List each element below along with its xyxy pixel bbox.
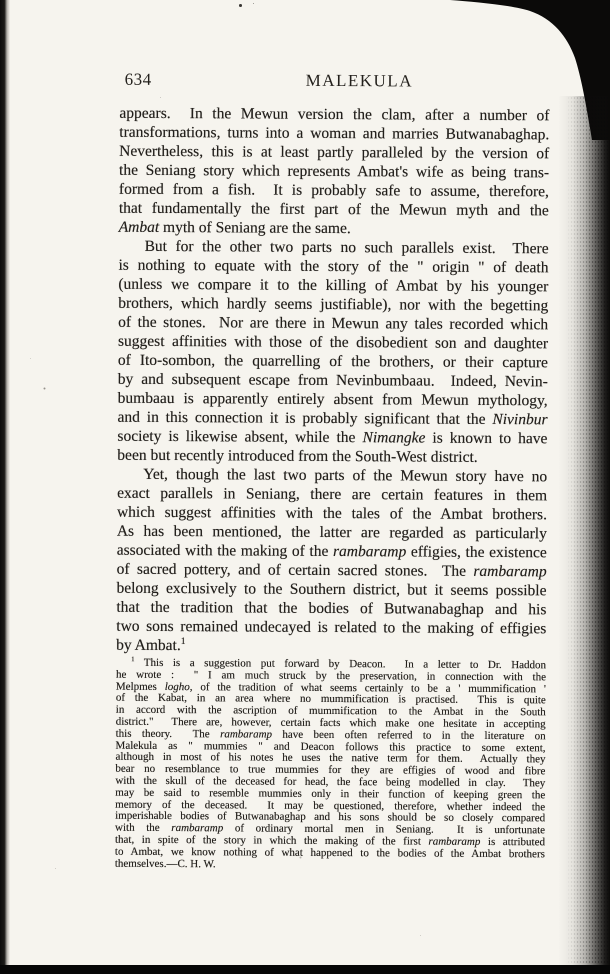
body-line: transformations, turns into a woman and marries Butwanabaghap. xyxy=(119,123,550,144)
body-line: Ambat myth of Seniang are the same. xyxy=(118,218,351,238)
footnote-line: of the Kabat, in an area where no mummification is practised. This is quite xyxy=(115,692,546,707)
body-line: appears. In the Mewun version the clam, after a number of xyxy=(119,104,550,125)
body-line: of Ito-sombon, the quarrelling of the brothers, or their capture xyxy=(117,351,548,372)
footnote-line: imperishable bodies of Butwanabaghap and his sons should be so closely compared xyxy=(115,810,546,825)
body-line: that fundamentally the first part of the Mewun myth and the xyxy=(118,199,549,220)
body-line: formed from a fish. It is probably safe to assume, therefore, xyxy=(118,180,550,201)
body-line: bumbaau is apparently entirely absent from Mewun mythology, xyxy=(117,389,548,410)
footnote-line: $^1$ This is a suggestion put forward by Deacon. In a letter to Dr. Haddon xyxy=(131,656,547,672)
body-line: of the stones. Nor are there in Mewun any tales recorded which xyxy=(118,313,549,334)
body-line: (unless we compare it to the killing of Ambat by his younger xyxy=(118,275,549,296)
body-line: by Ambat.$^1$ xyxy=(116,635,186,655)
footnote-line: bear no resemblance to true mummies for they are effigies of wood and fibre xyxy=(115,762,546,778)
body-line: But for the other two parts no such parallels exist. There xyxy=(144,237,549,258)
paragraph xyxy=(117,237,548,468)
footnote-line: may be said to resemble mummies only in their function of keeping green the xyxy=(115,786,546,802)
footnote-line: although in most of his notes he uses the native term for them. Actually they xyxy=(115,751,546,766)
body-line: Nevertheless, this is at least partly paralleled by the version of xyxy=(119,142,550,163)
book-spine-shadow xyxy=(0,0,10,965)
body-line: belong exclusively to the Southern district, but it seems possible xyxy=(116,579,547,600)
running-title: MALEKULA xyxy=(305,70,414,91)
footnote-line: with the rambaramp of ordinary mortal men in Seniang. It is unfortunate xyxy=(115,821,546,837)
body-line: that the tradition that the bodies of Butwanabaghap and his xyxy=(116,598,547,619)
body-line: Yet, though the last two parts of the Mewun story have no xyxy=(143,465,548,486)
body-line: is nothing to equate with the story of the " origin " of death xyxy=(118,256,549,277)
footnote-line: memory of the deceased. It may be questioned, therefore, whether indeed the xyxy=(115,798,546,813)
body-line: society is likewise absent, while the Nimangke is known to have xyxy=(117,427,548,448)
footnote-line: Melpmes logho, of the tradition of what seems certainly to be a ' mummification ' xyxy=(115,680,546,695)
footnote-line: to Ambat, we know nothing of what happened to the bodies of the Ambat brothers xyxy=(114,845,545,861)
body-line: by and subsequent escape from Nevinbumbaau. Indeed, Nevin- xyxy=(117,370,548,391)
body-line: been but recently introduced from the South-West district. xyxy=(117,446,478,466)
body-line: exact parallels in Seniang, there are certain features in them xyxy=(117,484,548,505)
page-number: 634 xyxy=(124,69,152,89)
footnote-line: themselves.—C. H. W. xyxy=(114,857,216,870)
body-line: suggest affinities with those of the disobedient son and daughter xyxy=(117,332,549,353)
body-text xyxy=(116,104,549,658)
body-line: the Seniang story which represents Ambat's wife as being trans- xyxy=(119,161,550,182)
footnote-line: district." There are, however, certain facts which make one hesitate in accepting xyxy=(115,715,546,731)
footnote-line: that, in spite of the story in which the making of the first rambaramp is attributed xyxy=(114,833,546,849)
body-line: associated with the making of the rambaramp effigies, the existence xyxy=(116,541,547,562)
scan-bottom-edge xyxy=(0,965,610,974)
footnote-line: with the skull of the deceased for head, the face being modelled in clay. They xyxy=(115,774,546,790)
page-edge-shadow xyxy=(558,96,610,974)
footnote-line: Malekula as " mummies " and Deacon follows this practice to some extent, xyxy=(115,739,546,754)
body-line: brothers, which hardly seems justifiable), nor with the begetting xyxy=(118,294,549,315)
footnote-line: he wrote : " I am much struck by the preservation, in connection with the xyxy=(115,668,547,684)
footnote-line: this theory. The rambaramp have been often referred to in the literature on xyxy=(115,727,546,743)
body-line: two sons remained undecayed is related to the making of effigies xyxy=(116,617,547,638)
body-line: of sacred pottery, and of certain sacred stones. The rambaramp xyxy=(116,560,547,581)
body-line: As has been mentioned, the latter are regarded as particularly xyxy=(116,522,547,543)
page-content xyxy=(115,70,550,873)
footnote xyxy=(115,658,546,873)
footnote-line: in accord with the ascription of mummification to the Ambat in the South xyxy=(115,703,546,719)
body-line: which suggest affinities with the tales of the Ambat brothers. xyxy=(116,503,548,524)
paragraph xyxy=(116,465,547,658)
body-line: and in this connection it is probably significant that the Nivinbur xyxy=(117,408,548,429)
